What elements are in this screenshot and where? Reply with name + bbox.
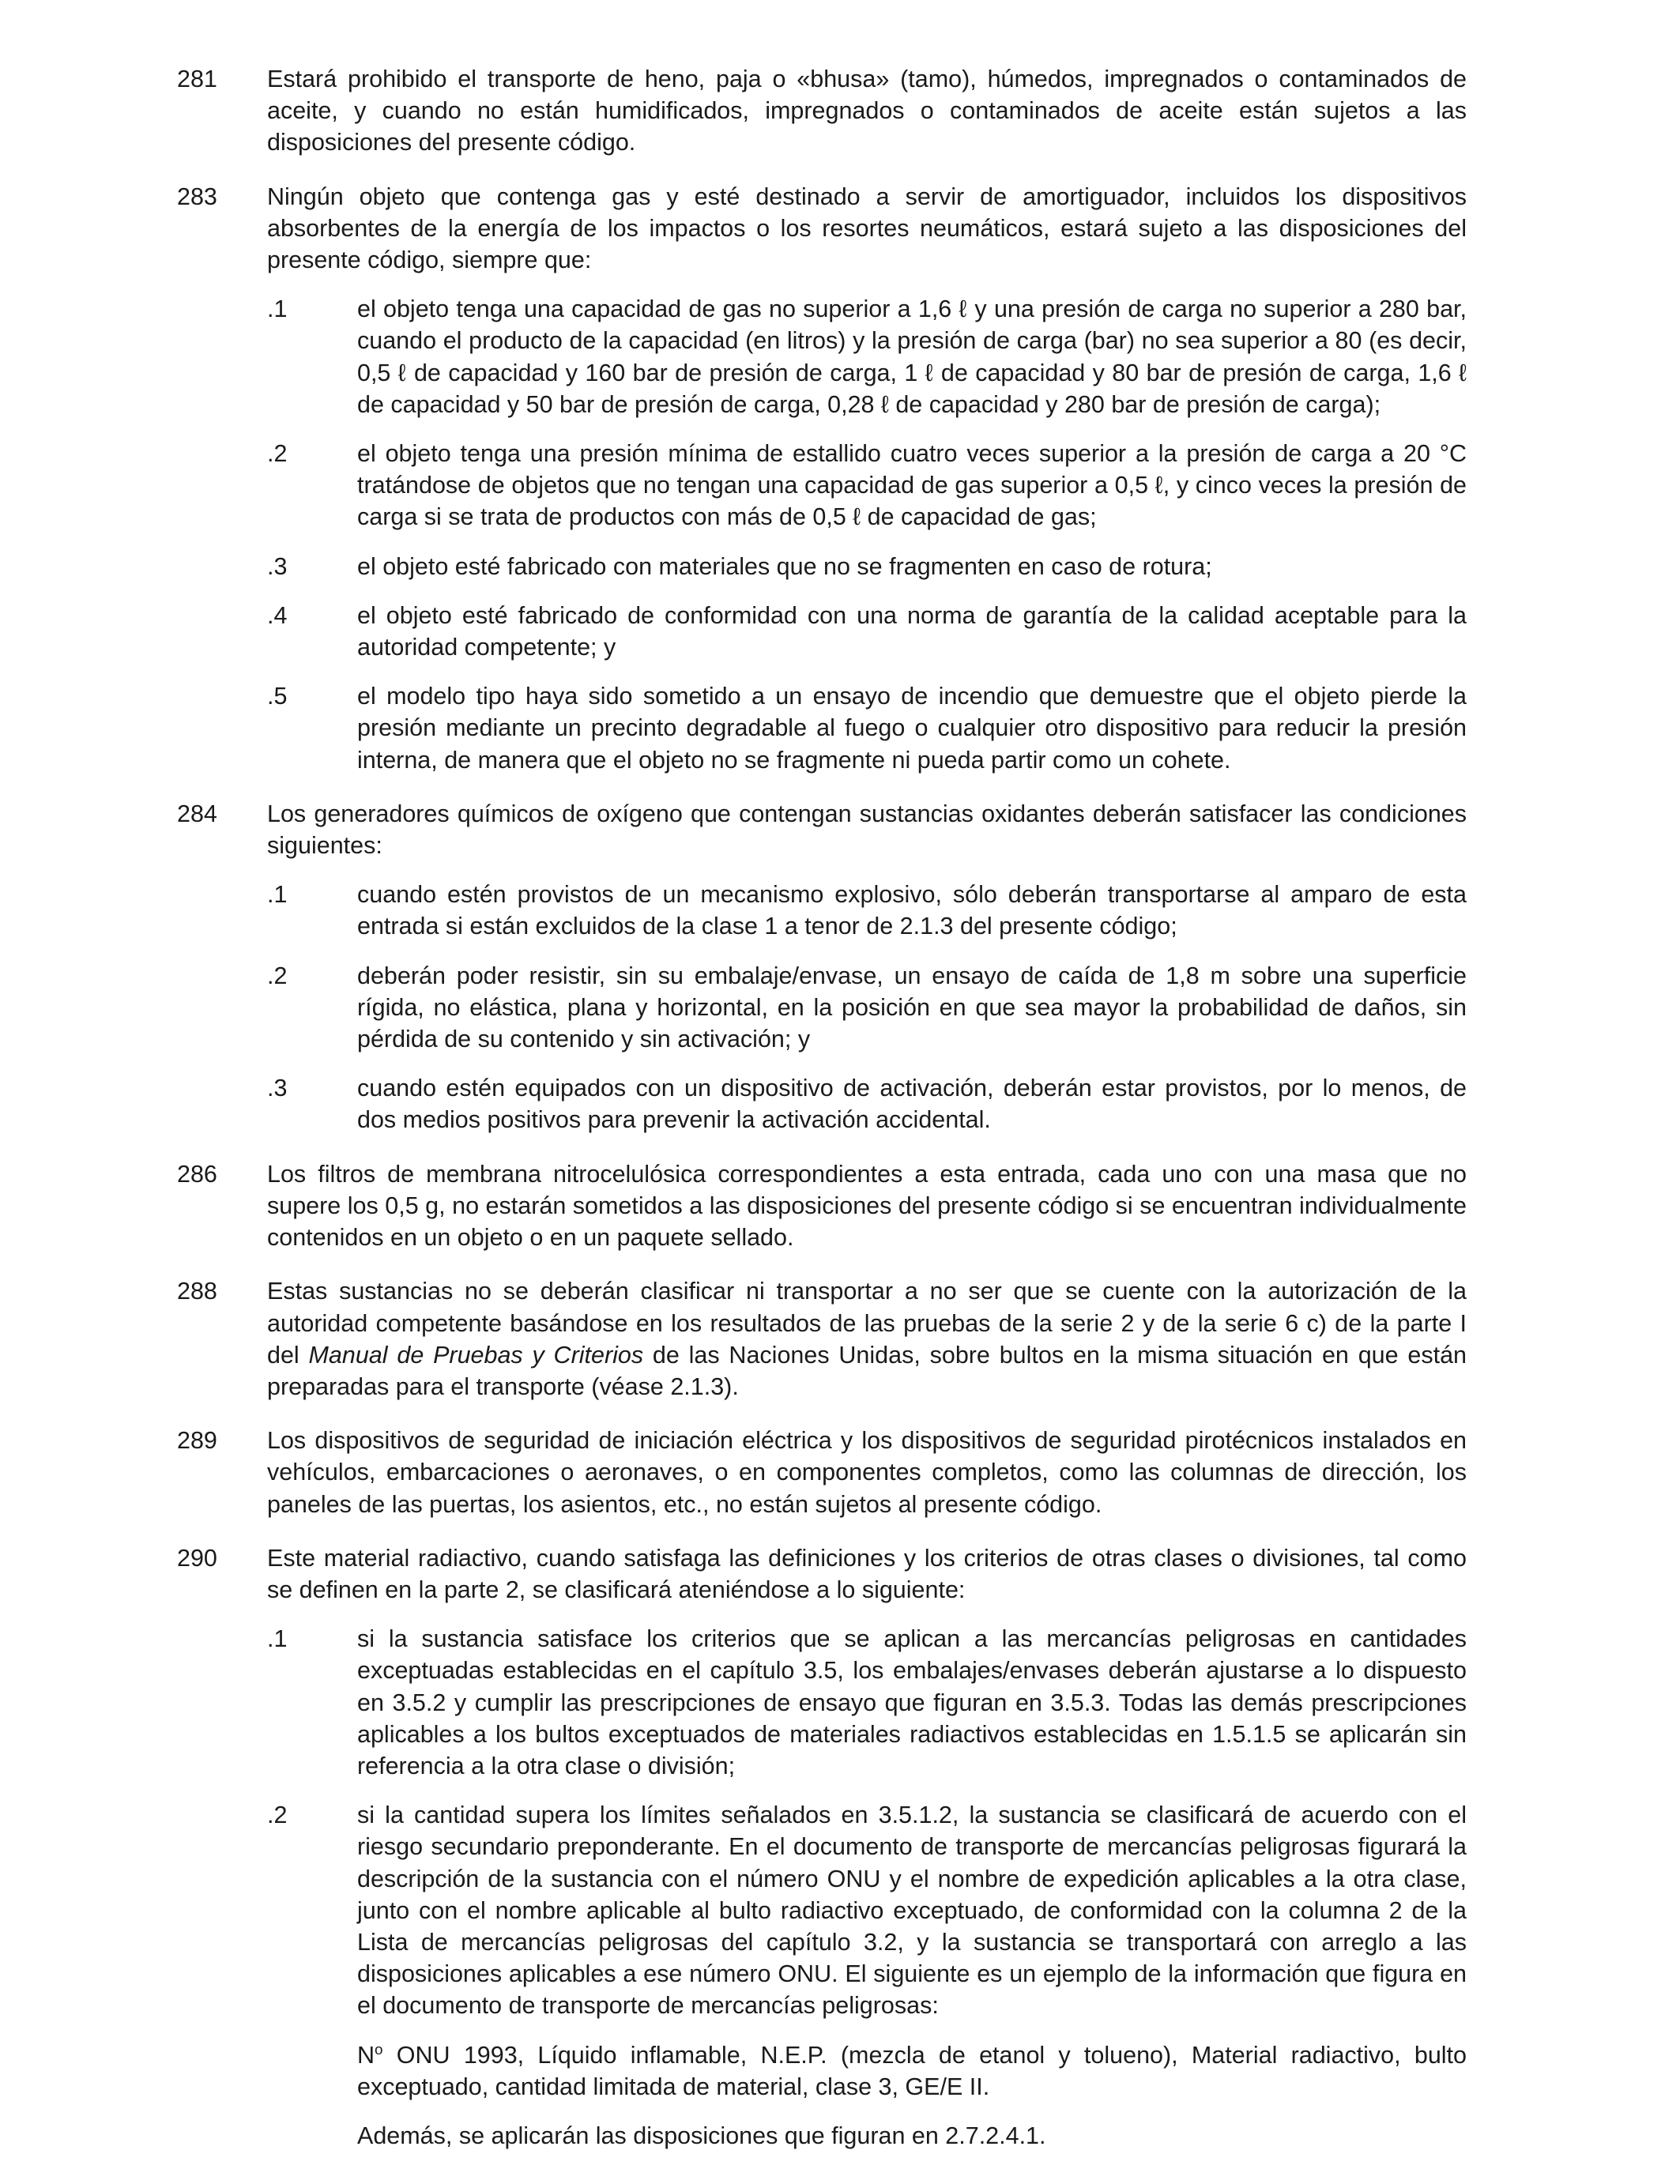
item-text: el objeto tenga una presión mínima de estallido cuatro veces superior a la presión de carga a 20 °C tratándose de objetos que no tengan una capacidad de gas superior a 0,5 ℓ, y cinco veces la presión de carga si se trata de productos con más de 0,5 ℓ de capacidad de gas;	[357, 440, 1467, 531]
provision-item-list	[267, 1623, 1467, 2152]
item-number: .3	[267, 1075, 288, 1102]
provision-item-list	[267, 293, 1467, 776]
transport-document-example	[357, 2039, 1467, 2103]
manual-title: Manual de Pruebas y Criterios	[308, 1341, 644, 1369]
provision-289	[177, 1425, 1467, 1520]
special-provisions-list	[177, 63, 1467, 2174]
list-item	[267, 600, 1467, 663]
provision-text	[267, 1275, 1467, 1403]
item-text: deberán poder resistir, sin su embalaje/envase, un ensayo de caída de 1,8 m sobre una superficie rígida, no elástica, plana y horizontal, en la posición en que sea mayor la probabilidad de daños, sin pérdida de su contenido y sin activación; y	[357, 962, 1467, 1053]
provision-286	[177, 1158, 1467, 1254]
provision-text: Los filtros de membrana nitrocelulósica correspondientes a esta entrada, cada uno con una masa que no supere los 0,5 g, no estarán sometidos a las disposiciones del presente código si se encuentran individualmente contenidos en un objeto o en un paquete sellado.	[267, 1160, 1467, 1252]
provision-288	[177, 1275, 1467, 1403]
list-item	[267, 879, 1467, 942]
provision-number: 290	[177, 1544, 217, 1572]
provision-284	[177, 798, 1467, 1136]
closing-text: Además, se aplicarán las disposiciones que figuran en 2.7.2.4.1.	[357, 2122, 1046, 2149]
item-text: el objeto esté fabricado con materiales que no se fragmenten en caso de rotura;	[357, 552, 1212, 580]
item-number: .2	[267, 1802, 288, 1829]
provision-text: Estará prohibido el transporte de heno, paja o «bhusa» (tamo), húmedos, impregnados o contaminados de aceite, y cuando no están humidificados, impregnados o contaminados de aceite están sujetos a las disposiciones del presente código.	[267, 66, 1467, 156]
item-number: .2	[267, 962, 288, 989]
provision-body	[267, 181, 1467, 776]
list-item	[267, 1799, 1467, 2152]
list-item	[267, 1072, 1467, 1135]
provision-number: 283	[177, 183, 217, 210]
provision-body	[267, 1425, 1467, 1520]
item-number: .1	[267, 881, 288, 909]
provision-number: 281	[177, 66, 217, 92]
item-number: .3	[267, 552, 288, 580]
provision-283	[177, 181, 1467, 776]
item-number: .2	[267, 440, 288, 468]
provision-text: Ningún objeto que contenga gas y esté destinado a servir de amortiguador, incluidos los dispositivos absorbentes de la energía de los impactos o los resortes neumáticos, estará sujeto a las disposiciones del presente código, siempre que:	[267, 183, 1467, 274]
provision-body	[267, 1275, 1467, 1403]
item-number: .1	[267, 296, 288, 323]
item-text: si la cantidad supera los límites señalados en 3.5.1.2, la sustancia se clasificará de acuerdo con el riesgo secundario preponderante. En el documento de transporte de mercancías peligrosas figurará la descripción de la sustancia con el número ONU y el nombre de expedición aplicables a la otra clase, junto con el nombre aplicable al bulto radiactivo exceptuado, de conformidad con la columna 2 de la Lista de mercancías peligrosas del capítulo 3.2, y la sustancia se transportará con arreglo a las disposiciones aplicables a ese número ONU. El siguiente es un ejemplo de la información que figura en el documento de transporte de mercancías peligrosas:	[357, 1802, 1467, 2020]
example-text: ONU 1993, Líquido inflamable, N.E.P. (mezcla de etanol y tolueno), Material radiactivo, bulto exceptuado, cantidad limitada de material, clase 3, GE/E II.	[357, 2041, 1467, 2100]
item-text: el objeto tenga una capacidad de gas no superior a 1,6 ℓ y una presión de carga no superior a 280 bar, cuando el producto de la capacidad (en litros) y la presión de carga (bar) no sea superior a 80 (es decir, 0,5 ℓ de capacidad y 160 bar de presión de carga, 1 ℓ de capacidad y 80 bar de presión de carga, 1,6 ℓ de capacidad y 50 bar de presión de carga, 0,28 ℓ de capacidad y 280 bar de presión de carga);	[357, 296, 1467, 418]
provision-body	[267, 1158, 1467, 1254]
list-item	[267, 551, 1467, 582]
list-item	[267, 438, 1467, 533]
provision-text-start: Estas sustancias no se deberán clasificar ni transportar a no ser que se cuente con la autorización de la autoridad competente basándose en los resultados de las pruebas de la serie 2 y de la serie 6 c) de la parte I del	[267, 1278, 1467, 1369]
provision-text-end: de las Naciones Unidas, sobre bultos en la misma situación en que están preparadas para el transporte (véase 2.1.3).	[267, 1341, 1467, 1400]
provision-281	[177, 63, 1467, 159]
list-item	[267, 960, 1467, 1056]
provision-body	[267, 798, 1467, 1136]
list-item	[267, 680, 1467, 776]
provision-text: Este material radiactivo, cuando satisfaga las definiciones y los criterios de otras clases o divisiones, tal como se definen en la parte 2, se clasificará ateniéndose a lo siguiente:	[267, 1544, 1467, 1603]
item-text: el objeto esté fabricado de conformidad con una norma de garantía de la calidad aceptable para la autoridad competente; y	[357, 601, 1467, 661]
item-text: cuando estén equipados con un dispositivo de activación, deberán estar provistos, por lo menos, de dos medios positivos para prevenir la activación accidental.	[357, 1075, 1467, 1134]
provision-body	[267, 63, 1467, 159]
provision-number: 289	[177, 1427, 217, 1455]
provision-text: Los generadores químicos de oxígeno que contengan sustancias oxidantes deberán satisfacer las condiciones siguientes:	[267, 800, 1467, 860]
provision-number: 284	[177, 800, 217, 827]
provision-290	[177, 1542, 1467, 2152]
list-item	[267, 293, 1467, 420]
provision-text: Los dispositivos de seguridad de iniciación eléctrica y los dispositivos de seguridad pirotécnicos instalados en vehículos, embarcaciones o aeronaves, o en componentes completos, como las columnas de dirección, los paneles de las puertas, los asientos, etc., no están sujetos al presente código.	[267, 1427, 1467, 1518]
provision-number: 288	[177, 1278, 217, 1305]
item-number: .1	[267, 1625, 288, 1653]
list-item	[267, 1623, 1467, 1782]
item-text: el modelo tipo haya sido sometido a un ensayo de incendio que demuestre que el objeto pierde la presión mediante un precinto degradable al fuego o cualquier otro dispositivo para reducir la presión interna, de manera que el objeto no se fragmente ni pueda partir como un cohete.	[357, 683, 1467, 774]
example-prefix: N	[357, 2041, 375, 2069]
provision-item-list	[267, 879, 1467, 1135]
example-superscript: o	[375, 2041, 383, 2058]
item-text: cuando estén provistos de un mecanismo explosivo, sólo deberán transportarse al amparo de esta entrada si están excluidos de la clase 1 a tenor de 2.1.3 del presente código;	[357, 881, 1467, 940]
item-number: .5	[267, 683, 288, 710]
item-text: si la sustancia satisface los criterios que se aplican a las mercancías peligrosas en cantidades exceptuadas establecidas en el capítulo 3.5, los embalajes/envases deberán ajustarse a lo dispuesto en 3.5.2 y cumplir las prescripciones de ensayo que figuran en 3.5.3. Todas las demás prescripciones aplicables a los bultos exceptuados de materiales radiactivos establecidas en 1.5.1.5 se aplicarán sin referencia a la otra clase o división;	[357, 1625, 1467, 1779]
provision-body	[267, 1542, 1467, 2152]
provision-number: 286	[177, 1160, 217, 1188]
item-content	[357, 1799, 1467, 2152]
item-number: .4	[267, 601, 288, 629]
